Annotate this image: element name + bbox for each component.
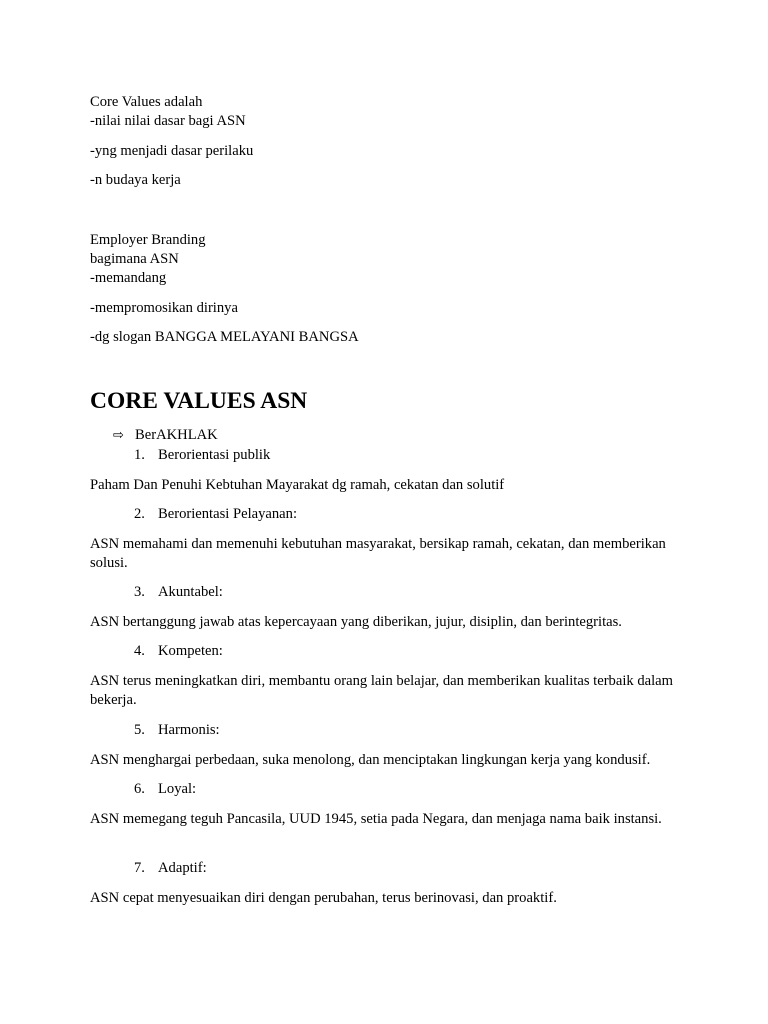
value-number: 1.: [134, 447, 145, 463]
value-number: 3.: [134, 584, 145, 600]
value-list-item: [134, 859, 207, 878]
value-list-item: [134, 446, 270, 465]
value-description: ASN cepat menyesuaikan diri dengan perubahan, terus berinovasi, dan proaktif.: [90, 890, 557, 906]
value-description: ASN menghargai perbedaan, suka menolong, dan menciptakan lingkungan kerja yang kondusif.: [90, 752, 651, 768]
value-description: ASN memegang teguh Pancasila, UUD 1945, setia pada Negara, dan menjaga nama baik instansi.: [90, 811, 662, 827]
employer-branding-line: bagimana ASN: [90, 251, 179, 267]
employer-branding-title: Employer Branding: [90, 232, 206, 248]
core-values-item: -yng menjadi dasar perilaku: [90, 143, 254, 159]
value-label: Adaptif:: [158, 860, 207, 876]
bullet-item: [113, 426, 218, 445]
employer-branding-line: -dg slogan BANGGA MELAYANI BANGSA: [90, 329, 359, 345]
value-list-item: [134, 642, 223, 661]
value-description: Paham Dan Penuhi Kebtuhan Mayarakat dg ramah, cekatan dan solutif: [90, 477, 505, 493]
value-list-item: [134, 721, 220, 740]
value-label: Kompeten:: [158, 643, 223, 659]
value-label: Berorientasi Pelayanan:: [158, 506, 297, 522]
value-number: 6.: [134, 781, 145, 797]
value-label: Loyal:: [158, 781, 197, 797]
core-values-item: -nilai nilai dasar bagi ASN: [90, 113, 246, 129]
arrow-right-outline-icon: ⇨: [113, 428, 124, 443]
section-heading: CORE VALUES ASN: [90, 388, 308, 414]
value-label: Akuntabel:: [158, 584, 223, 600]
value-list-item: [134, 505, 297, 524]
value-list-item: [134, 583, 223, 602]
value-description: ASN terus meningkatkan diri, membantu orang lain belajar, dan memberikan kualitas terbaik dalam bekerja.: [90, 673, 673, 708]
employer-branding-line: -mempromosikan dirinya: [90, 300, 238, 316]
value-label: Harmonis:: [158, 722, 220, 738]
value-number: 4.: [134, 643, 145, 659]
value-number: 7.: [134, 860, 145, 876]
bullet-label: BerAKHLAK: [135, 427, 218, 443]
value-label: Berorientasi publik: [158, 447, 271, 463]
value-description: ASN memahami dan memenuhi kebutuhan masyarakat, bersikap ramah, cekatan, dan memberikan solusi.: [90, 536, 666, 571]
core-values-title: Core Values adalah: [90, 94, 203, 110]
value-list-item: [134, 780, 196, 799]
employer-branding-line: -memandang: [90, 270, 167, 286]
value-number: 2.: [134, 506, 145, 522]
value-number: 5.: [134, 722, 145, 738]
core-values-item: -n budaya kerja: [90, 172, 181, 188]
value-description: ASN bertanggung jawab atas kepercayaan yang diberikan, jujur, disiplin, dan berintegritas.: [90, 614, 622, 630]
